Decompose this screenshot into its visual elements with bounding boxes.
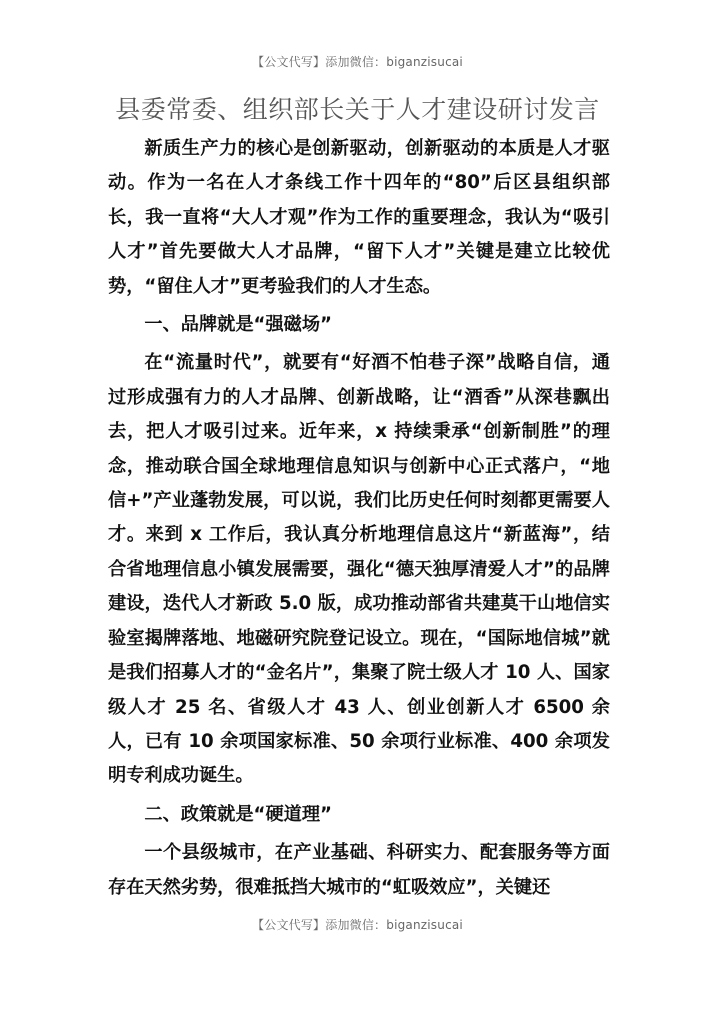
intro-paragraph: 新质生产力的核心是创新驱动，创新驱动的本质是人才驱动。作为一名在人才条线工作十四年的“80”后区县组织部长，我一直将“大人才观”作为工作的重要理念，我认为“吸引人才”首先要做大人才品牌，“留下人才”关键是建立比较优势，“留住人才”更考验我们的人才生态。 xyxy=(108,138,610,297)
footer-watermark-note: 【公文代写】添加微信：biganzisucai xyxy=(252,918,463,932)
section-heading-2: 二、政策就是“硬道理” xyxy=(144,803,332,825)
header-watermark-note: 【公文代写】添加微信：biganzisucai xyxy=(252,55,463,69)
document-body xyxy=(108,132,610,905)
section-1-paragraph: 在“流量时代”，就要有“好酒不怕巷子深”战略自信，通过形成强有力的人才品牌、创新战略，让“酒香”从深巷飘出去，把人才吸引过来。近年来，x 持续秉承“创新制胜”的理念，推动联合国全球地理信息知识与创新中心正式落户，“地信+”产业蓬勃发展，可以说，我们比历史任何时刻都更需要人才。来到 x 工作后，我认真分析地理信息这片“新蓝海”，结合省地理信息小镇发展需要，强化“德天独厚清爱人才”的品牌建设，迭代人才新政 5.0 版，成功推动部省共建莫干山地信实验室揭牌落地、地磁研究院登记设立。现在，“国际地信城”就是我们招募人才的“金名片”，集聚了院士级人才 10 人、国家级人才 25 名、省级人才 43 人、创业创新人才 6500 余人，已有 10 余项国家标准、50 余项行业标准、400 余项发明专利成功诞生。 xyxy=(108,352,610,787)
section-heading-1: 一、品牌就是“强磁场” xyxy=(144,314,332,336)
document-title: 县委常委、组织部长关于人才建设研讨发言 xyxy=(115,95,600,124)
section-2-paragraph: 一个县级城市，在产业基础、科研实力、配套服务等方面存在天然劣势，很难抵挡大城市的“虹吸效应”，关键还 xyxy=(108,842,610,898)
